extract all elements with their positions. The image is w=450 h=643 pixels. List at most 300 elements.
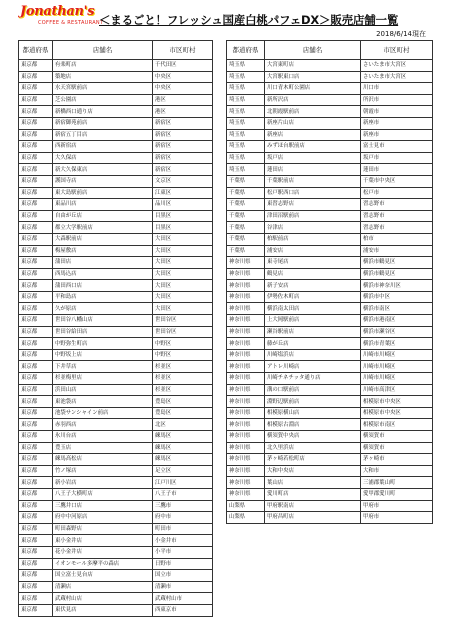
- table-row: [227, 175, 433, 187]
- city-cell: 大和市: [361, 465, 433, 477]
- store-name-cell: 北朝霞駅前店: [265, 106, 361, 118]
- table-row: [19, 338, 213, 350]
- store-name-cell: 坂戸店: [265, 152, 361, 164]
- store-name-cell: 芝公園店: [53, 94, 153, 106]
- store-name-cell: 有楽町店: [53, 60, 153, 72]
- prefecture-cell: 神奈川県: [227, 442, 265, 454]
- prefecture-cell: 東京都: [19, 152, 53, 164]
- store-name-cell: 上大岡駅前店: [265, 315, 361, 327]
- table-row: [19, 512, 213, 524]
- store-name-cell: 津田沼駅前店: [265, 210, 361, 222]
- store-name-cell: 梅屋敷店: [53, 245, 153, 257]
- prefecture-cell: 埼玉県: [227, 106, 265, 118]
- table-row: [19, 546, 213, 558]
- store-name-cell: 新宿御苑前店: [53, 117, 153, 129]
- table-row: [227, 187, 433, 199]
- table-row: [227, 349, 433, 361]
- store-name-cell: 大久保店: [53, 152, 153, 164]
- table-row: [19, 94, 213, 106]
- header-city: 市区町村: [361, 41, 433, 60]
- city-cell: 新宿区: [153, 164, 213, 176]
- prefecture-cell: 東京都: [19, 303, 53, 315]
- city-cell: 中央区: [153, 83, 213, 95]
- store-name-cell: 藤が丘店: [265, 338, 361, 350]
- prefecture-cell: 東京都: [19, 593, 53, 605]
- prefecture-cell: 埼玉県: [227, 94, 265, 106]
- store-name-cell: 蒲田店: [53, 257, 153, 269]
- prefecture-cell: 東京都: [19, 338, 53, 350]
- prefecture-cell: 東京都: [19, 512, 53, 524]
- city-cell: 川崎市川崎区: [361, 349, 433, 361]
- city-cell: 足立区: [153, 465, 213, 477]
- table-row: [19, 187, 213, 199]
- prefecture-cell: 東京都: [19, 233, 53, 245]
- prefecture-cell: 東京都: [19, 431, 53, 443]
- city-cell: 横須賀市: [361, 431, 433, 443]
- store-name-cell: 新大久保東店: [53, 164, 153, 176]
- prefecture-cell: 埼玉県: [227, 129, 265, 141]
- table-row: [19, 199, 213, 211]
- header-store-name: 店舗名: [53, 41, 153, 60]
- city-cell: 小平市: [153, 546, 213, 558]
- store-name-cell: 武蔵村山店: [53, 593, 153, 605]
- store-name-cell: 谷津店: [265, 222, 361, 234]
- table-row: [19, 245, 213, 257]
- table-row: [19, 326, 213, 338]
- brand-logo: [20, 4, 104, 30]
- city-cell: 横須賀市: [361, 442, 433, 454]
- prefecture-cell: 千葉県: [227, 210, 265, 222]
- store-name-cell: 瀬谷駅前店: [265, 326, 361, 338]
- city-cell: 新宿区: [153, 141, 213, 153]
- prefecture-cell: 神奈川県: [227, 396, 265, 408]
- store-name-cell: 鶴見店: [265, 268, 361, 280]
- prefecture-cell: 東京都: [19, 268, 53, 280]
- table-row: [19, 152, 213, 164]
- store-name-cell: 西馬込店: [53, 268, 153, 280]
- city-cell: 川崎市川崎区: [361, 373, 433, 385]
- city-cell: 浦安市: [361, 245, 433, 257]
- table-row: [19, 454, 213, 466]
- city-cell: 新座市: [361, 129, 433, 141]
- logo-subtext: COFFEE & RESTAURANT: [38, 20, 104, 26]
- store-name-cell: 甲府昌町店: [265, 512, 361, 524]
- store-name-cell: 相模原古淵店: [265, 419, 361, 431]
- table-row: [227, 222, 433, 234]
- table-row: [19, 523, 213, 535]
- prefecture-cell: 東京都: [19, 419, 53, 431]
- city-cell: 川崎市川崎区: [361, 361, 433, 373]
- city-cell: 練馬区: [153, 442, 213, 454]
- city-cell: 大田区: [153, 245, 213, 257]
- table-row: [19, 315, 213, 327]
- store-name-cell: 新座片山店: [265, 117, 361, 129]
- city-cell: 川崎市高津区: [361, 384, 433, 396]
- prefecture-cell: 神奈川県: [227, 419, 265, 431]
- prefecture-cell: 神奈川県: [227, 407, 265, 419]
- city-cell: 港区: [153, 106, 213, 118]
- table-row: [227, 280, 433, 292]
- prefecture-cell: 東京都: [19, 245, 53, 257]
- city-cell: 大田区: [153, 268, 213, 280]
- table-row: [19, 373, 213, 385]
- prefecture-cell: 千葉県: [227, 175, 265, 187]
- prefecture-cell: 東京都: [19, 71, 53, 83]
- store-name-cell: 新所沢店: [265, 94, 361, 106]
- prefecture-cell: 千葉県: [227, 245, 265, 257]
- table-row: [227, 129, 433, 141]
- prefecture-cell: 山梨県: [227, 500, 265, 512]
- table-row: [19, 593, 213, 605]
- table-row: [227, 315, 433, 327]
- city-cell: 大田区: [153, 233, 213, 245]
- table-row: [227, 465, 433, 477]
- table-row: [19, 384, 213, 396]
- table-row: [227, 477, 433, 489]
- city-cell: 練馬区: [153, 454, 213, 466]
- city-cell: 杉並区: [153, 373, 213, 385]
- store-name-cell: 東伏見店: [53, 604, 153, 616]
- city-cell: 川口市: [361, 83, 433, 95]
- table-row: [227, 442, 433, 454]
- table-row: [227, 384, 433, 396]
- table-header-row: [227, 41, 433, 60]
- prefecture-cell: 東京都: [19, 373, 53, 385]
- store-name-cell: 中野弥生町店: [53, 338, 153, 350]
- table-row: [227, 141, 433, 153]
- city-cell: 三浦郡葉山町: [361, 477, 433, 489]
- city-cell: 朝霞市: [361, 106, 433, 118]
- store-name-cell: 愛川町店: [265, 488, 361, 500]
- store-name-cell: アトレ川崎店: [265, 361, 361, 373]
- store-name-cell: 新橋西口通り店: [53, 106, 153, 118]
- prefecture-cell: 神奈川県: [227, 361, 265, 373]
- prefecture-cell: 東京都: [19, 60, 53, 72]
- city-cell: 豊島区: [153, 407, 213, 419]
- prefecture-cell: 東京都: [19, 83, 53, 95]
- header-prefecture: 都道府県: [19, 41, 53, 60]
- prefecture-cell: 東京都: [19, 257, 53, 269]
- table-row: [19, 361, 213, 373]
- table-row: [19, 431, 213, 443]
- table-row: [227, 268, 433, 280]
- prefecture-cell: 東京都: [19, 210, 53, 222]
- city-cell: 大田区: [153, 303, 213, 315]
- table-row: [19, 129, 213, 141]
- city-cell: 相模原市南区: [361, 419, 433, 431]
- table-row: [19, 291, 213, 303]
- store-name-cell: 府中中河原店: [53, 512, 153, 524]
- table-row: [227, 512, 433, 524]
- store-name-cell: 赤羽西店: [53, 419, 153, 431]
- store-name-cell: 花小金井店: [53, 546, 153, 558]
- prefecture-cell: 埼玉県: [227, 83, 265, 95]
- table-row: [227, 326, 433, 338]
- city-cell: 豊島区: [153, 396, 213, 408]
- header-prefecture: 都道府県: [227, 41, 265, 60]
- prefecture-cell: 東京都: [19, 396, 53, 408]
- table-row: [19, 570, 213, 582]
- store-name-cell: 横須賀中央店: [265, 431, 361, 443]
- store-name-cell: 下井草店: [53, 361, 153, 373]
- city-cell: 八王子市: [153, 488, 213, 500]
- page-title: ＜まるごと！フレッシュ国産白桃パフェDX＞販売店舗一覧: [99, 13, 399, 27]
- table-row: [19, 465, 213, 477]
- prefecture-cell: 埼玉県: [227, 71, 265, 83]
- prefecture-cell: 東京都: [19, 187, 53, 199]
- table-row: [19, 210, 213, 222]
- store-name-cell: 新小岩店: [53, 477, 153, 489]
- city-cell: 大田区: [153, 280, 213, 292]
- city-cell: 横浜市鶴見区: [361, 257, 433, 269]
- prefecture-cell: 千葉県: [227, 199, 265, 211]
- store-name-cell: 浦安店: [265, 245, 361, 257]
- prefecture-cell: 埼玉県: [227, 152, 265, 164]
- city-cell: 杉並区: [153, 384, 213, 396]
- prefecture-cell: 千葉県: [227, 233, 265, 245]
- city-cell: 習志野市: [361, 199, 433, 211]
- prefecture-cell: 東京都: [19, 523, 53, 535]
- city-cell: 習志野市: [361, 222, 433, 234]
- store-name-cell: 三鷹井口店: [53, 500, 153, 512]
- header-city: 市区町村: [153, 41, 213, 60]
- store-name-cell: 淵野辺駅前店: [265, 396, 361, 408]
- prefecture-cell: 神奈川県: [227, 465, 265, 477]
- store-name-cell: 氷川台店: [53, 431, 153, 443]
- city-cell: 大田区: [153, 257, 213, 269]
- prefecture-cell: 東京都: [19, 546, 53, 558]
- city-cell: 小金井市: [153, 535, 213, 547]
- store-name-cell: 練馬高松店: [53, 454, 153, 466]
- store-name-cell: 柏駅前店: [265, 233, 361, 245]
- city-cell: 大田区: [153, 291, 213, 303]
- table-row: [227, 396, 433, 408]
- city-cell: 横浜市中区: [361, 291, 433, 303]
- store-name-cell: 大宮駅東口店: [265, 71, 361, 83]
- table-row: [19, 419, 213, 431]
- prefecture-cell: 東京都: [19, 175, 53, 187]
- city-cell: 国立市: [153, 570, 213, 582]
- table-row: [19, 581, 213, 593]
- city-cell: 練馬区: [153, 431, 213, 443]
- store-name-cell: 東小金井店: [53, 535, 153, 547]
- prefecture-cell: 神奈川県: [227, 338, 265, 350]
- store-name-cell: 蒲田西口店: [53, 280, 153, 292]
- city-cell: 新宿区: [153, 129, 213, 141]
- city-cell: 目黒区: [153, 222, 213, 234]
- store-name-cell: 新座店: [265, 129, 361, 141]
- table-row: [19, 117, 213, 129]
- table-row: [19, 222, 213, 234]
- city-cell: 富士見市: [361, 141, 433, 153]
- prefecture-cell: 千葉県: [227, 187, 265, 199]
- table-row: [227, 210, 433, 222]
- store-name-cell: 町田森野店: [53, 523, 153, 535]
- city-cell: 甲府市: [361, 500, 433, 512]
- city-cell: 柏市: [361, 233, 433, 245]
- store-name-cell: 蓮田店: [265, 164, 361, 176]
- city-cell: 西東京市: [153, 604, 213, 616]
- store-name-cell: 東品川店: [53, 199, 153, 211]
- store-name-cell: 川崎塩浜店: [265, 349, 361, 361]
- city-cell: 清瀬市: [153, 581, 213, 593]
- city-cell: さいたま市大宮区: [361, 60, 433, 72]
- prefecture-cell: 神奈川県: [227, 349, 265, 361]
- store-name-cell: 八王子大横町店: [53, 488, 153, 500]
- table-row: [19, 488, 213, 500]
- store-name-cell: 杉並梅里店: [53, 373, 153, 385]
- store-name-cell: 竹ノ塚店: [53, 465, 153, 477]
- city-cell: 文京区: [153, 175, 213, 187]
- prefecture-cell: 東京都: [19, 604, 53, 616]
- table-row: [227, 106, 433, 118]
- table-row: [19, 175, 213, 187]
- table-row: [227, 164, 433, 176]
- city-cell: 相模原市中央区: [361, 396, 433, 408]
- city-cell: 中央区: [153, 71, 213, 83]
- prefecture-cell: 東京都: [19, 222, 53, 234]
- city-cell: 日野市: [153, 558, 213, 570]
- table-row: [19, 280, 213, 292]
- prefecture-cell: 神奈川県: [227, 373, 265, 385]
- prefecture-cell: 東京都: [19, 465, 53, 477]
- city-cell: 新宿区: [153, 152, 213, 164]
- table-row: [227, 71, 433, 83]
- store-name-cell: みずほ台駅前店: [265, 141, 361, 153]
- city-cell: 蓮田市: [361, 164, 433, 176]
- header-store-name: 店舗名: [265, 41, 361, 60]
- prefecture-cell: 東京都: [19, 384, 53, 396]
- prefecture-cell: 東京都: [19, 280, 53, 292]
- city-cell: さいたま市大宮区: [361, 71, 433, 83]
- store-name-cell: 水天宮駅前店: [53, 83, 153, 95]
- store-name-cell: 都立大学駅前店: [53, 222, 153, 234]
- prefecture-cell: 神奈川県: [227, 291, 265, 303]
- store-name-cell: 大宮東町店: [265, 60, 361, 72]
- city-cell: 世田谷区: [153, 315, 213, 327]
- prefecture-cell: 東京都: [19, 477, 53, 489]
- table-row: [19, 233, 213, 245]
- table-row: [227, 94, 433, 106]
- store-name-cell: 世田谷給田店: [53, 326, 153, 338]
- table-row: [227, 419, 433, 431]
- prefecture-cell: 埼玉県: [227, 60, 265, 72]
- store-name-cell: 相模原横山店: [265, 407, 361, 419]
- city-cell: 町田市: [153, 523, 213, 535]
- store-name-cell: 清瀬店: [53, 581, 153, 593]
- city-cell: 横浜市神奈川区: [361, 280, 433, 292]
- table-row: [19, 268, 213, 280]
- table-row: [227, 488, 433, 500]
- city-cell: 杉並区: [153, 361, 213, 373]
- store-name-cell: 久が原店: [53, 303, 153, 315]
- store-name-cell: 大和中央店: [265, 465, 361, 477]
- table-row: [19, 604, 213, 616]
- prefecture-cell: 神奈川県: [227, 268, 265, 280]
- store-name-cell: 平和島店: [53, 291, 153, 303]
- store-name-cell: 池袋サンシャイン前店: [53, 407, 153, 419]
- store-table-left: [18, 40, 213, 617]
- table-row: [227, 257, 433, 269]
- city-cell: 愛甲郡愛川町: [361, 488, 433, 500]
- store-name-cell: 松戸駅西口店: [265, 187, 361, 199]
- store-name-cell: 新宿五丁目店: [53, 129, 153, 141]
- store-name-cell: 浜田山店: [53, 384, 153, 396]
- store-name-cell: 国立富士見台店: [53, 570, 153, 582]
- table-row: [19, 303, 213, 315]
- store-name-cell: 千葉駅前店: [265, 175, 361, 187]
- table-row: [19, 106, 213, 118]
- city-cell: 港区: [153, 94, 213, 106]
- prefecture-cell: 神奈川県: [227, 315, 265, 327]
- prefecture-cell: 東京都: [19, 488, 53, 500]
- prefecture-cell: 千葉県: [227, 222, 265, 234]
- as-of-date: 2018/6/14現在: [376, 30, 426, 38]
- table-row: [19, 164, 213, 176]
- store-name-cell: 築地店: [53, 71, 153, 83]
- store-name-cell: 茅ヶ崎若松町店: [265, 454, 361, 466]
- table-row: [19, 407, 213, 419]
- city-cell: 横浜市瀬谷区: [361, 326, 433, 338]
- city-cell: 千代田区: [153, 60, 213, 72]
- store-name-cell: 東池袋店: [53, 396, 153, 408]
- prefecture-cell: 東京都: [19, 535, 53, 547]
- table-row: [19, 71, 213, 83]
- store-name-cell: 川崎チネチッタ通り店: [265, 373, 361, 385]
- city-cell: 坂戸市: [361, 152, 433, 164]
- table-row: [227, 83, 433, 95]
- city-cell: 相模原市中央区: [361, 407, 433, 419]
- store-name-cell: 川口青木町公園店: [265, 83, 361, 95]
- city-cell: 目黒区: [153, 210, 213, 222]
- table-row: [19, 558, 213, 570]
- prefecture-cell: 神奈川県: [227, 303, 265, 315]
- table-row: [227, 60, 433, 72]
- store-name-cell: 護国寺店: [53, 175, 153, 187]
- table-row: [19, 442, 213, 454]
- store-name-cell: 東寺尾店: [265, 257, 361, 269]
- table-row: [227, 199, 433, 211]
- city-cell: 品川区: [153, 199, 213, 211]
- table-row: [227, 152, 433, 164]
- city-cell: 習志野市: [361, 210, 433, 222]
- city-cell: 茅ヶ崎市: [361, 454, 433, 466]
- prefecture-cell: 東京都: [19, 558, 53, 570]
- store-name-cell: イオンモール多摩平の森店: [53, 558, 153, 570]
- store-name-cell: 溝の口駅前店: [265, 384, 361, 396]
- table-row: [227, 500, 433, 512]
- city-cell: 北区: [153, 419, 213, 431]
- prefecture-cell: 神奈川県: [227, 454, 265, 466]
- table-row: [227, 407, 433, 419]
- city-cell: 横浜市南区: [361, 303, 433, 315]
- table-row: [227, 431, 433, 443]
- table-row: [227, 245, 433, 257]
- prefecture-cell: 神奈川県: [227, 477, 265, 489]
- city-cell: 中野区: [153, 338, 213, 350]
- city-cell: 新宿区: [153, 117, 213, 129]
- city-cell: 所沢市: [361, 94, 433, 106]
- city-cell: 新座市: [361, 117, 433, 129]
- prefecture-cell: 東京都: [19, 291, 53, 303]
- prefecture-cell: 東京都: [19, 106, 53, 118]
- city-cell: 世田谷区: [153, 326, 213, 338]
- prefecture-cell: 東京都: [19, 500, 53, 512]
- store-name-cell: 世田谷八幡山店: [53, 315, 153, 327]
- table-row: [19, 83, 213, 95]
- prefecture-cell: 東京都: [19, 326, 53, 338]
- prefecture-cell: 東京都: [19, 407, 53, 419]
